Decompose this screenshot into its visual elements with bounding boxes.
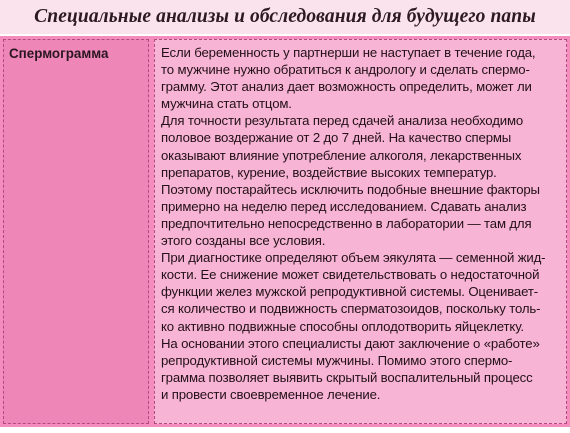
row-label-cell: [3, 39, 149, 424]
row-description: [161, 44, 560, 403]
title-bar: [0, 0, 570, 34]
text-line: половое воздержание от 2 до 7 дней. На качество спермы: [161, 130, 512, 146]
text-line: функции желез мужской репродуктивной системы. Оценивает-: [161, 284, 538, 300]
text-line: препаратов, курение, воздействие высоких температур.: [161, 164, 497, 180]
text-line: ся количество и подвижность сперматозоидов, поскольку толь-: [161, 301, 541, 317]
text-line: репродуктивной системы мужчины. Помимо этого спермо-: [161, 352, 513, 368]
text-line: Если беременность у партнерши не наступает в течение года,: [161, 45, 536, 60]
info-table: [0, 36, 570, 427]
text-line: примерно на неделю перед исследованием. Сдавать анализ: [161, 198, 527, 214]
page-title: Специальные анализы и обследования для будущего папы: [34, 6, 536, 27]
text-line: Для точности результата перед сдачей анализа необходимо: [161, 113, 524, 129]
text-line: и провести своевременное лечение.: [161, 386, 381, 402]
text-line: то мужчине нужно обратиться к андрологу и сделать спермо-: [161, 62, 530, 78]
text-line: ко активно подвижные способны оплодотворить яйцеклетку.: [161, 318, 524, 334]
text-line: На основании этого специалисты дают заключение о «работе»: [161, 335, 540, 351]
text-line: предпочтительно непосредственно в лаборатории — там для: [161, 215, 532, 231]
text-line: мужчина стать отцом.: [161, 96, 292, 112]
row-description-cell: [154, 39, 567, 424]
text-line: оказывают влияние употребление алкоголя, лекарственных: [161, 147, 522, 163]
text-line: этого созданы все условия.: [161, 233, 326, 249]
text-line: При диагностике определяют объем эякулята — семенной жид-: [161, 250, 546, 266]
row-label: Спермограмма: [9, 46, 109, 61]
text-line: грамму. Этот анализ дает возможность определить, может ли: [161, 79, 532, 95]
text-line: Поэтому постарайтесь исключить подобные внешние факторы: [161, 181, 540, 197]
text-line: грамма позволяет выявить скрытый воспалительный процесс: [161, 369, 533, 385]
text-line: кости. Ее снижение может свидетельствовать о недостаточной: [161, 267, 540, 283]
